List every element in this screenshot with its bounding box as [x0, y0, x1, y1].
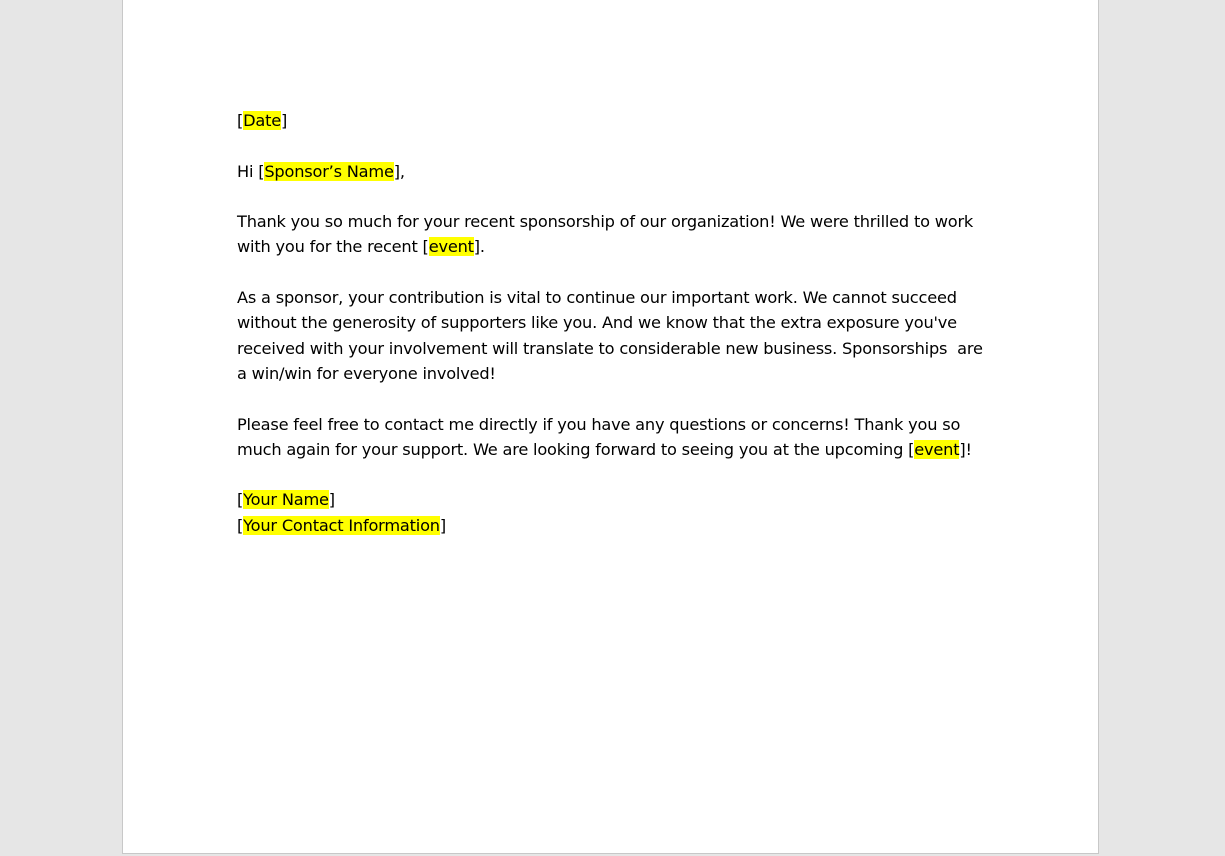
your-name-placeholder: Your Name: [243, 490, 329, 510]
paragraph-thanks-end: ].: [473, 237, 485, 257]
upcoming-event-placeholder: event: [914, 439, 960, 459]
paragraph-contact-end: ]!: [959, 439, 972, 459]
paragraph-thanks: [237, 209, 997, 260]
date-line: [Date]: [237, 111, 288, 130]
document-page[interactable]: [122, 0, 1099, 854]
date-placeholder: Date: [243, 111, 282, 130]
signature-contact-line: [Your Contact Information]: [237, 515, 446, 535]
contact-info-placeholder: Your Contact Information: [243, 515, 440, 535]
greeting-suffix: ],: [393, 161, 405, 181]
sponsor-name-placeholder: Sponsor’s Name: [264, 161, 394, 181]
paragraph-contribution: As a sponsor, your contribution is vital to continue our important work. We cannot succeed without the generosity of supporters like you. And we know that the extra exposure you've received with your involvement will translate to considerable new business. Sponsorships are a win/win for everyone involved!: [237, 288, 988, 383]
paragraph-thanks-text: Thank you so much for your recent sponsorship of our organization! We were thrilled to work with you for the recent [: [237, 212, 979, 257]
paragraph-contact-text: Please feel free to contact me directly if you have any questions or concerns! Thank you so much again for your support. We are looking forward to seeing you at the upcoming [: [237, 414, 966, 459]
paragraph-contact: [237, 412, 997, 463]
letter-body[interactable]: [237, 108, 997, 538]
event-placeholder: event: [428, 237, 474, 257]
greeting-prefix: Hi [: [237, 161, 265, 181]
greeting-line: [237, 159, 997, 184]
signature-name-line: [Your Name]: [237, 490, 335, 510]
